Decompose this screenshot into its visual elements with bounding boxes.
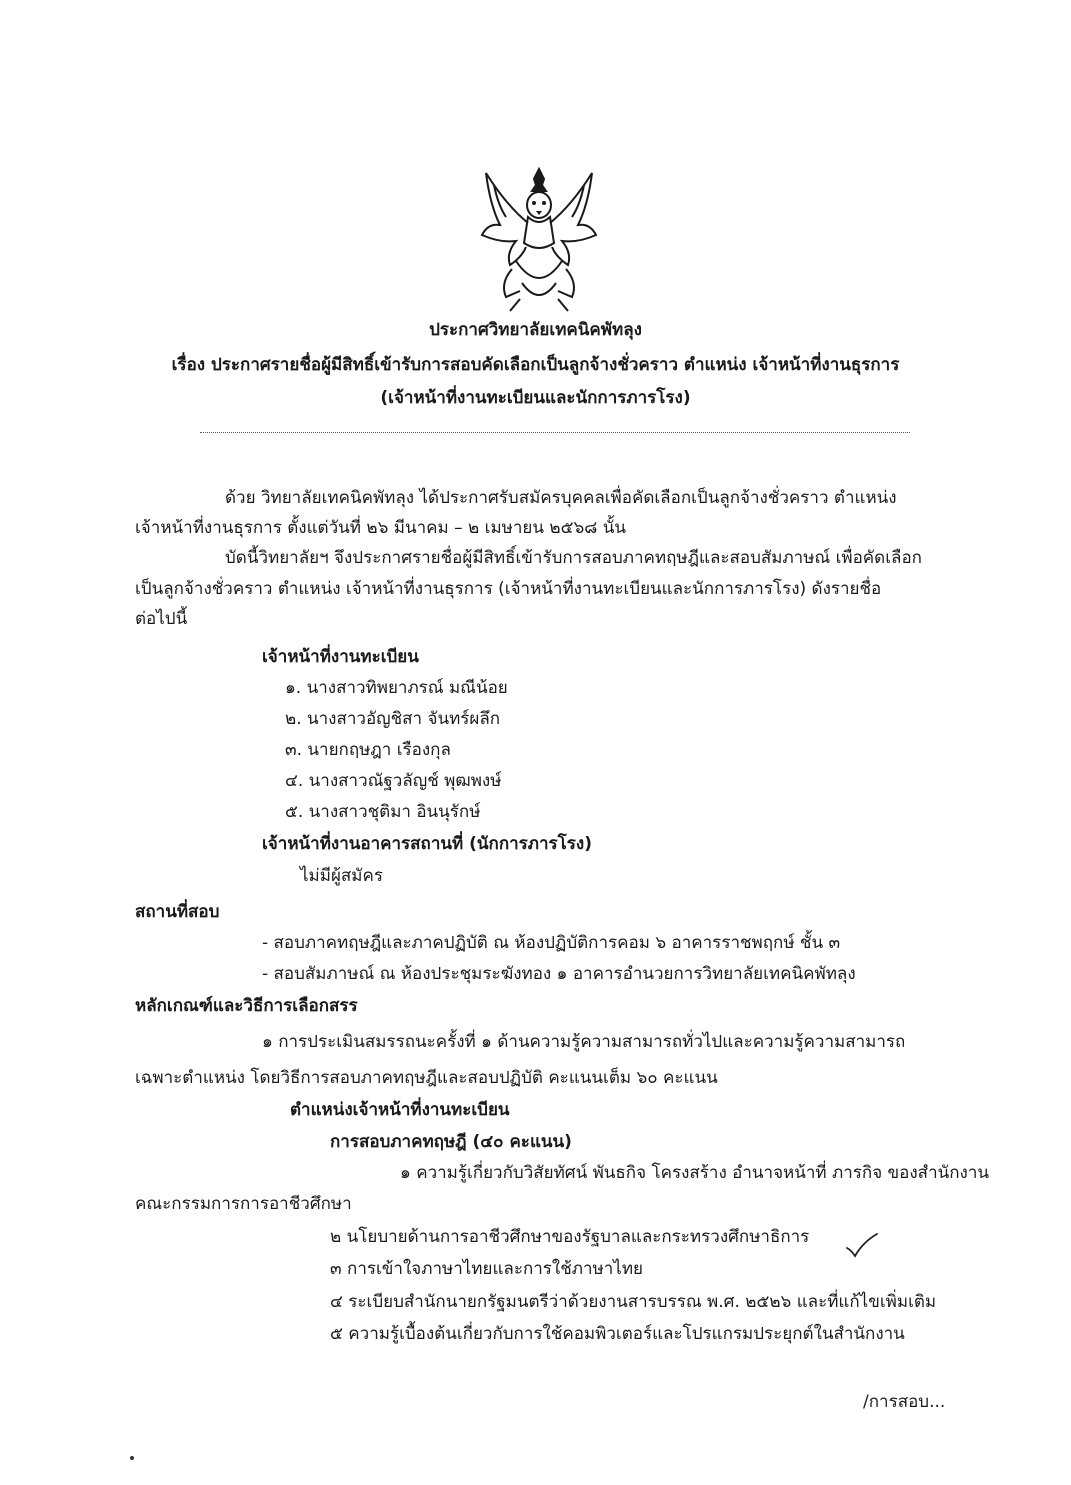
intro-p2-line1: บัดนี้วิทยาลัยฯ จึงประกาศรายชื่อผู้มีสิทธิ์เข้ารับการสอบภาคทฤษฎีและสอบสัมภาษณ์ เพื่อคัดเลือก [225,548,922,568]
position-heading: ตำแหน่งเจ้าหน้าที่งานทะเบียน [290,1100,510,1120]
registrar-name: ๒. นางสาวอัญชิสา จันทร์ผลึก [285,709,501,729]
registrar-name: ๓. นายกฤษฎา เรืองกุล [285,740,451,760]
theory-topic-5: ๕ ความรู้เบื้องต้นเกี่ยวกับการใช้คอมพิวเตอร์และโปรแกรมประยุกต์ในสำนักงาน [330,1324,905,1344]
venue-heading: สถานที่สอบ [135,902,220,922]
registrar-name: ๑. นางสาวทิพยาภรณ์ มณีน้อย [285,678,508,698]
theory-exam-heading: การสอบภาคทฤษฎี (๔๐ คะแนน) [330,1132,572,1152]
registrar-heading: เจ้าหน้าที่งานทะเบียน [262,647,419,667]
criteria-p1-line1: ๑ การประเมินสมรรถนะครั้งที่ ๑ ด้านความรู้ความสามารถทั่วไปและความรู้ความสามารถ [262,1032,906,1052]
dotted-divider [200,432,910,433]
theory-topic-3: ๓ การเข้าใจภาษาไทยและการใช้ภาษาไทย [330,1259,643,1279]
scan-speck [130,1456,134,1460]
announcement-title: ประกาศวิทยาลัยเทคนิคพัทลุง [429,320,642,340]
garuda-emblem-icon [476,165,602,315]
janitor-heading: เจ้าหน้าที่งานอาคารสถานที่ (นักการภารโรง) [262,834,592,854]
venue-item: - สอบสัมภาษณ์ ณ ห้องประชุมระฆังทอง ๑ อาคารอำนวยการวิทยาลัยเทคนิคพัทลุง [262,964,856,984]
janitor-note: ไม่มีผู้สมัคร [300,866,384,886]
theory-topic-2: ๒ นโยบายด้านการอาชีวศึกษาของรัฐบาลและกระทรวงศึกษาธิการ [330,1227,810,1247]
intro-p2-line3: ต่อไปนี้ [135,609,188,629]
continuation-text: /การสอบ... [863,1392,946,1412]
checkmark-icon [845,1232,879,1258]
criteria-p1-line2: เฉพาะตำแหน่ง โดยวิธีการสอบภาคทฤษฎีและสอบปฏิบัติ คะแนนเต็ม ๖๐ คะแนน [135,1068,718,1088]
theory-topic-1-line1: ๑ ความรู้เกี่ยวกับวิสัยทัศน์ พันธกิจ โครงสร้าง อำนาจหน้าที่ ภารกิจ ของสำนักงาน [400,1163,989,1183]
registrar-name: ๔. นางสาวณัฐวลัญช์ พุฒพงษ์ [285,771,502,791]
registrar-name: ๕. นางสาวชุติมา อินนุรักษ์ [285,802,481,822]
intro-p1-line2: เจ้าหน้าที่งานธุรการ ตั้งแต่วันที่ ๒๖ มีนาคม – ๒ เมษายน ๒๕๖๘ นั้น [135,518,627,538]
announcement-subject-line1: เรื่อง ประกาศรายชื่อผู้มีสิทธิ์เข้ารับการสอบคัดเลือกเป็นลูกจ้างชั่วคราว ตำแหน่ง เจ้าหน้าที่งานธุรการ [171,355,900,375]
theory-topic-1-line2: คณะกรรมการการอาชีวศึกษา [135,1194,352,1214]
theory-topic-4: ๔ ระเบียบสำนักนายกรัฐมนตรีว่าด้วยงานสารบรรณ พ.ศ. ๒๕๒๖ และที่แก้ไขเพิ่มเติม [330,1292,937,1312]
intro-p1-line1: ด้วย วิทยาลัยเทคนิคพัทลุง ได้ประกาศรับสมัครบุคคลเพื่อคัดเลือกเป็นลูกจ้างชั่วคราว ตำแหน่ง [225,488,897,508]
intro-p2-line2: เป็นลูกจ้างชั่วคราว ตำแหน่ง เจ้าหน้าที่งานธุรการ (เจ้าหน้าที่งานทะเบียนและนักการภารโรง) ดังรายชื่อ [135,579,882,599]
announcement-subject-line2: (เจ้าหน้าที่งานทะเบียนและนักการภารโรง) [380,388,691,408]
venue-item: - สอบภาคทฤษฎีและภาคปฏิบัติ ณ ห้องปฏิบัติการคอม ๖ อาคารราชพฤกษ์ ชั้น ๓ [262,933,841,953]
criteria-heading: หลักเกณฑ์และวิธีการเลือกสรร [135,996,358,1016]
